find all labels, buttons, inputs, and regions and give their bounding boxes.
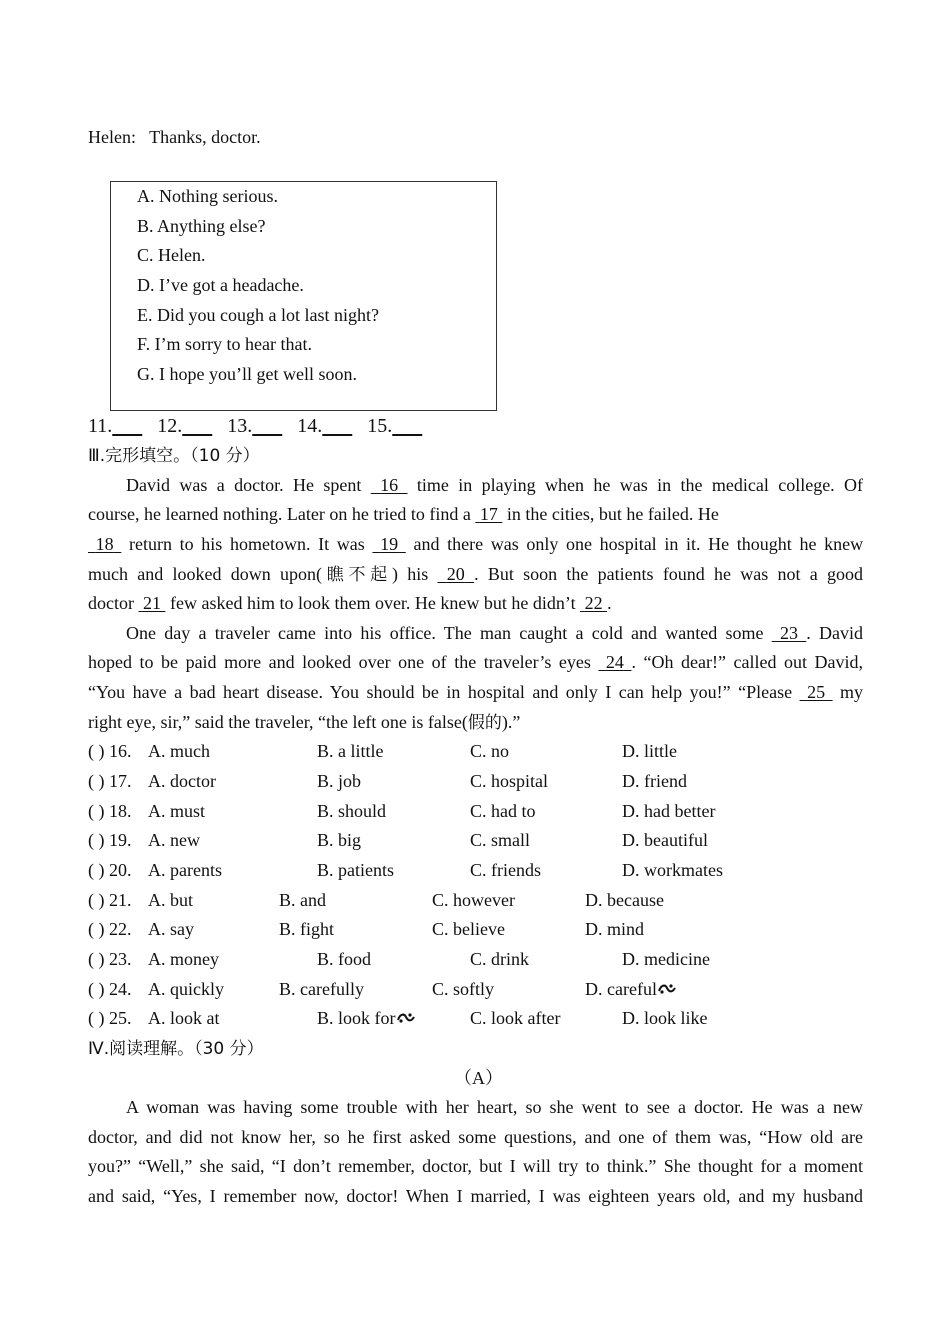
question-19-option-d[interactable]: D. beautiful bbox=[622, 830, 708, 850]
blank-number-18: 18 bbox=[95, 534, 114, 554]
cloze-text: ).” bbox=[501, 712, 521, 732]
question-25-option-c[interactable]: C. look after bbox=[470, 1008, 561, 1028]
cloze-text: hoped to be paid more and looked over one of the traveler’s eyes bbox=[88, 652, 591, 672]
speaker-label: Helen: bbox=[88, 127, 136, 147]
blank-number-22: 22 bbox=[584, 593, 603, 613]
cloze-text: David was a doctor. He spent bbox=[126, 475, 362, 495]
cloze-line-2 bbox=[88, 500, 863, 530]
question-24-option-d: D. careful bbox=[585, 979, 657, 999]
section-4-title: 阅读理解。 bbox=[109, 1039, 195, 1059]
option-b: B. Anything else? bbox=[137, 216, 266, 236]
passage-a-line-3: you?” “Well,” she said, “I don’t remember, doctor, but I will try to think.” She thought for a moment bbox=[88, 1156, 863, 1176]
question-16-option-b[interactable]: B. a little bbox=[317, 741, 384, 761]
answer-blank-15[interactable] bbox=[392, 415, 422, 437]
question-20-number: ( ) 20. bbox=[88, 860, 132, 880]
question-19-option-c[interactable]: C. small bbox=[470, 830, 531, 850]
question-22-option-a[interactable]: A. say bbox=[148, 919, 194, 939]
question-24-option-b[interactable]: B. carefully bbox=[279, 979, 364, 999]
cloze-text: in the cities, but he failed. He bbox=[506, 504, 719, 524]
question-24-option-d-wrap[interactable] bbox=[585, 975, 677, 1005]
blank-number-19: 19 bbox=[380, 534, 399, 554]
cloze-text: much and looked down upon( bbox=[88, 564, 322, 584]
cloze-line-5 bbox=[88, 589, 863, 619]
passage-a-line-1: A woman was having some trouble with her heart, so she went to see a doctor. He was a new bbox=[126, 1097, 863, 1117]
answer-blank-13[interactable] bbox=[252, 415, 282, 437]
question-20-option-a[interactable]: A. parents bbox=[148, 860, 222, 880]
cloze-text: and there was only one hospital in it. He thought he knew bbox=[413, 534, 864, 554]
blank-number-17: 17 bbox=[479, 504, 498, 524]
cloze-text: . But soon the patients found he was not a good bbox=[474, 564, 864, 584]
cloze-gloss: 假的 bbox=[467, 713, 502, 733]
cloze-blank-21[interactable] bbox=[138, 593, 165, 613]
passage-a-line-2: doctor, and did not know her, so he first asked some questions, and one of them was, “How old are bbox=[88, 1127, 863, 1147]
question-17-option-a[interactable]: A. doctor bbox=[148, 771, 216, 791]
cloze-blank-19[interactable] bbox=[372, 534, 405, 554]
section-4-heading bbox=[88, 1034, 264, 1064]
question-25-number: ( ) 25. bbox=[88, 1008, 132, 1028]
question-17-option-c[interactable]: C. hospital bbox=[470, 771, 549, 791]
section-3-score: （10 分） bbox=[190, 446, 260, 466]
section-3-title: 完形填空。 bbox=[105, 446, 191, 466]
question-18-number: ( ) 18. bbox=[88, 801, 132, 821]
cloze-line-6 bbox=[126, 619, 863, 649]
blank-label-12: 12. bbox=[157, 415, 183, 437]
cloze-blank-23[interactable] bbox=[772, 623, 807, 643]
option-g: G. I hope you’ll get well soon. bbox=[137, 364, 357, 384]
cloze-text: right eye, sir,” said the traveler, “the left one is false( bbox=[88, 712, 468, 732]
question-20-option-c[interactable]: C. friends bbox=[470, 860, 541, 880]
question-21-option-b[interactable]: B. and bbox=[279, 890, 326, 910]
cloze-blank-18[interactable] bbox=[88, 534, 121, 554]
question-21-number: ( ) 21. bbox=[88, 890, 132, 910]
question-21-option-c[interactable]: C. however bbox=[432, 890, 515, 910]
dialogue-line bbox=[88, 124, 261, 150]
option-e: E. Did you cough a lot last night? bbox=[137, 305, 379, 325]
cloze-blank-25[interactable] bbox=[800, 682, 833, 702]
blank-number-16: 16 bbox=[380, 475, 399, 495]
question-25-option-b-wrap[interactable] bbox=[317, 1004, 416, 1034]
question-19-number: ( ) 19. bbox=[88, 830, 132, 850]
blank-number-25: 25 bbox=[807, 682, 826, 702]
question-24-number: ( ) 24. bbox=[88, 979, 132, 999]
question-22-option-d[interactable]: D. mind bbox=[585, 919, 645, 939]
question-23-option-d[interactable]: D. medicine bbox=[622, 949, 710, 969]
answer-blank-11[interactable] bbox=[112, 415, 142, 437]
cloze-blank-22[interactable] bbox=[580, 593, 607, 613]
passage-a-line-4: and said, “Yes, I remember now, doctor! When I married, I was eighteen years old, and my husband bbox=[88, 1186, 863, 1206]
cloze-text: . bbox=[607, 593, 612, 613]
blank-label-14: 14. bbox=[297, 415, 323, 437]
blank-label-11: 11. bbox=[88, 415, 113, 437]
question-24-option-a[interactable]: A. quickly bbox=[148, 979, 224, 999]
answer-blank-14[interactable] bbox=[322, 415, 352, 437]
question-17-option-d[interactable]: D. friend bbox=[622, 771, 687, 791]
cloze-text: “You have a bad heart disease. You should be in hospital and only I can help you!” “Please bbox=[88, 682, 793, 702]
option-c: C. Helen. bbox=[137, 245, 206, 265]
section-4-score: （30 分） bbox=[194, 1039, 264, 1059]
question-19-option-a[interactable]: A. new bbox=[148, 830, 200, 850]
question-16-option-d[interactable]: D. little bbox=[622, 741, 677, 761]
blank-number-21: 21 bbox=[142, 593, 161, 613]
cloze-line-3 bbox=[88, 530, 863, 560]
watermark-squiggle-icon bbox=[657, 976, 677, 990]
question-18-option-a[interactable]: A. must bbox=[148, 801, 206, 821]
watermark-squiggle-icon bbox=[396, 1005, 416, 1019]
question-23-option-b[interactable]: B. food bbox=[317, 949, 371, 969]
cloze-line-8 bbox=[88, 678, 863, 708]
question-25-option-a[interactable]: A. look at bbox=[148, 1008, 220, 1028]
cloze-text: my bbox=[840, 682, 864, 702]
question-22-number: ( ) 22. bbox=[88, 919, 132, 939]
question-25-option-b: B. look for bbox=[317, 1008, 396, 1028]
cloze-text: . “Oh dear!” called out David, bbox=[631, 652, 864, 672]
cloze-text: One day a traveler came into his office. The man caught a cold and wanted some bbox=[126, 623, 764, 643]
question-22-option-b[interactable]: B. fight bbox=[279, 919, 335, 939]
cloze-text: few asked him to look them over. He knew but he didn’t bbox=[169, 593, 576, 613]
cloze-text: time in playing when he was in the medical college. Of bbox=[416, 475, 864, 495]
cloze-line-1 bbox=[126, 471, 863, 501]
section-4-numeral: Ⅳ. bbox=[88, 1039, 110, 1059]
question-21-option-d[interactable]: D. because bbox=[585, 890, 664, 910]
question-24-option-c[interactable]: C. softly bbox=[432, 979, 495, 999]
question-25-option-d[interactable]: D. look like bbox=[622, 1008, 708, 1028]
blank-number-23: 23 bbox=[780, 623, 798, 643]
cloze-gloss: 瞧不起 bbox=[321, 565, 392, 585]
cloze-blank-17[interactable] bbox=[475, 504, 502, 524]
question-18-option-b[interactable]: B. should bbox=[317, 801, 387, 821]
cloze-blank-24[interactable] bbox=[598, 652, 631, 672]
question-23-option-a[interactable]: A. money bbox=[148, 949, 219, 969]
question-23-number: ( ) 23. bbox=[88, 949, 132, 969]
question-18-option-c[interactable]: C. had to bbox=[470, 801, 536, 821]
answer-blanks bbox=[88, 411, 422, 441]
cloze-text: course, he learned nothing. Later on he tried to find a bbox=[88, 504, 471, 524]
cloze-text: doctor bbox=[88, 593, 134, 613]
question-18-option-d[interactable]: D. had better bbox=[622, 801, 716, 821]
dialogue-text: Thanks, doctor. bbox=[149, 127, 261, 147]
question-22-option-c[interactable]: C. believe bbox=[432, 919, 505, 939]
blank-number-20: 20 bbox=[446, 564, 465, 584]
cloze-line-9 bbox=[88, 708, 863, 739]
option-f: F. I’m sorry to hear that. bbox=[137, 334, 313, 354]
cloze-blank-16[interactable] bbox=[371, 475, 408, 495]
question-17-option-b[interactable]: B. job bbox=[317, 771, 362, 791]
cloze-blank-20[interactable] bbox=[438, 564, 475, 584]
cloze-text: return to his hometown. It was bbox=[129, 534, 365, 554]
question-20-option-d[interactable]: D. workmates bbox=[622, 860, 723, 880]
question-16-option-a[interactable]: A. much bbox=[148, 741, 210, 761]
question-19-option-b[interactable]: B. big bbox=[317, 830, 362, 850]
section-3-heading bbox=[88, 441, 260, 471]
question-23-option-c[interactable]: C. drink bbox=[470, 949, 530, 969]
option-a: A. Nothing serious. bbox=[137, 186, 278, 206]
blank-label-15: 15. bbox=[367, 415, 393, 437]
passage-a-label: （A） bbox=[454, 1068, 503, 1088]
section-3-numeral: Ⅲ. bbox=[88, 446, 106, 466]
answer-blank-12[interactable] bbox=[182, 415, 212, 437]
question-21-option-a[interactable]: A. but bbox=[148, 890, 193, 910]
question-16-option-c[interactable]: C. no bbox=[470, 741, 510, 761]
blank-number-24: 24 bbox=[605, 652, 624, 672]
cloze-text: ) his bbox=[392, 564, 429, 584]
cloze-text: . David bbox=[806, 623, 864, 643]
cloze-line-4 bbox=[88, 560, 863, 591]
option-d: D. I’ve got a headache. bbox=[137, 275, 304, 295]
question-17-number: ( ) 17. bbox=[88, 771, 132, 791]
question-20-option-b[interactable]: B. patients bbox=[317, 860, 394, 880]
question-16-number: ( ) 16. bbox=[88, 741, 132, 761]
blank-label-13: 13. bbox=[227, 415, 253, 437]
cloze-line-7 bbox=[88, 648, 863, 678]
